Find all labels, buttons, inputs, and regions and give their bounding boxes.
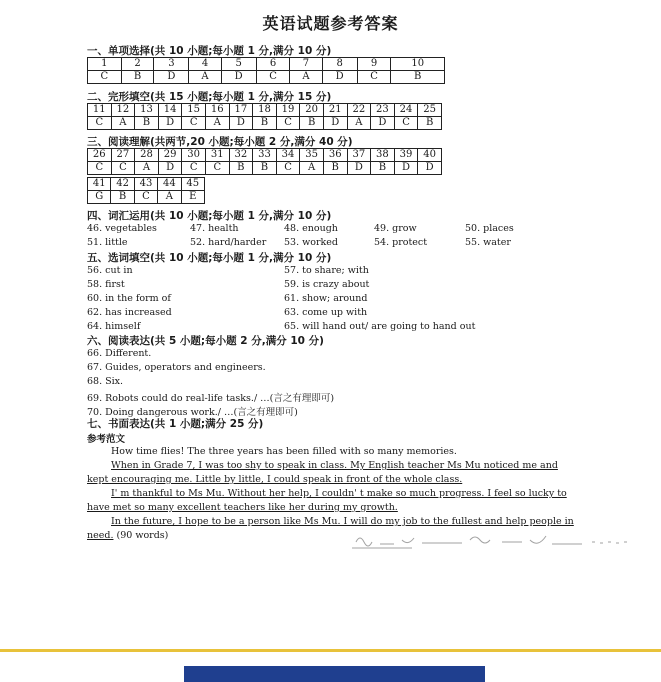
question-number-cell: 33 [253,149,277,162]
question-number-cell: 18 [253,104,277,117]
answer-cell: C [276,162,300,175]
phrase-item: 57. to share; with [284,265,369,276]
answer-cell: D [322,71,357,84]
section2-answer-table [87,103,442,130]
answer-cell: D [158,162,182,175]
sample-essay-label: 参考范文 [87,434,126,445]
answer-cell: C [357,71,391,84]
question-number-cell: 23 [371,104,395,117]
answer-cell: B [418,117,442,130]
answer-cell: B [111,191,134,204]
question-number-cell: 3 [154,58,189,71]
vocab-item: 54. protect [374,237,428,248]
answer-cell: D [158,117,182,130]
question-number-cell: 42 [111,178,134,191]
answer-cell: C [88,71,122,84]
question-number-cell: 22 [347,104,371,117]
section3-answer-table [87,148,442,175]
answer-cell: D [371,117,395,130]
bottom-nav-bar[interactable] [184,666,485,682]
word-count: (90 words) [116,530,169,541]
answer-cell: B [323,162,347,175]
essay-paragraph: When in Grade 7, I was too shy to speak in class. My English teacher Ms Mu noticed me and kept encouraging me. Little by little, I could speak in front of the whole class. [87,460,558,485]
reading-answer: 69. Robots could do real-life tasks./ …(言之有理即可) [87,393,335,404]
question-number-cell: 44 [158,178,181,191]
question-number-cell: 45 [181,178,204,191]
answer-cell: C [182,162,206,175]
answer-cell: D [418,162,442,175]
answer-cell: B [371,162,395,175]
phrase-item: 64. himself [87,321,141,332]
answer-cell: D [323,117,347,130]
question-number-cell: 4 [189,58,221,71]
phrase-item: 62. has increased [87,307,172,318]
question-number-cell: 36 [323,149,347,162]
answer-cell: C [134,191,157,204]
question-number-cell: 29 [158,149,182,162]
vocab-item: 50. places [465,223,514,234]
question-number-cell: 39 [394,149,418,162]
question-number-row [88,58,445,71]
question-number-cell: 21 [323,104,347,117]
answer-cell: B [300,117,324,130]
question-number-row [88,104,442,117]
question-number-cell: 20 [300,104,324,117]
page-title: 英语试题参考答案 [262,14,399,33]
answer-cell: B [229,162,253,175]
vocab-item: 46. vegetables [87,223,157,234]
answer-cell: D [394,162,418,175]
answer-cell: A [111,117,135,130]
answer-cell: C [276,117,300,130]
question-number-cell: 31 [205,149,229,162]
question-number-cell: 8 [322,58,357,71]
section6-heading: 六、阅读表达(共 5 小题;每小题 2 分,满分 10 分) [87,335,324,347]
question-number-cell: 13 [135,104,159,117]
gold-divider-line [0,649,661,652]
question-number-cell: 5 [221,58,256,71]
vocab-item: 49. grow [374,223,417,234]
question-number-cell: 30 [182,149,206,162]
vocab-item: 48. enough [284,223,338,234]
phrase-item: 59. is crazy about [284,279,370,290]
question-number-cell: 2 [121,58,154,71]
question-number-cell: 26 [88,149,112,162]
phrase-item: 65. will hand out/ are going to hand out [284,321,476,332]
phrase-item: 63. come up with [284,307,368,318]
essay-paragraph: I' m thankful to Ms Mu. Without her help, I couldn' t make so much progress. I feel so lucky to have met so many excellent teachers like her during my growth. [87,488,567,513]
answer-cell: A [189,71,221,84]
question-number-row [88,178,205,191]
answer-row [88,191,205,204]
section1-heading: 一、单项选择(共 10 小题;每小题 1 分,满分 10 分) [87,45,332,57]
question-number-cell: 37 [347,149,371,162]
answer-cell: D [347,162,371,175]
question-number-cell: 32 [229,149,253,162]
reading-answer: 68. Six. [87,376,124,387]
answer-cell: B [253,117,277,130]
vocab-item: 55. water [465,237,511,248]
question-number-cell: 12 [111,104,135,117]
question-number-cell: 17 [229,104,253,117]
question-number-cell: 28 [135,149,159,162]
answer-row [88,117,442,130]
answer-cell: C [182,117,206,130]
question-number-cell: 11 [88,104,112,117]
answer-cell: E [181,191,204,204]
question-number-cell: 10 [391,58,445,71]
essay-paragraph: How time flies! The three years has been filled with so many memories. [111,446,457,457]
answer-row [88,71,445,84]
question-number-cell: 40 [418,149,442,162]
question-number-cell: 35 [300,149,324,162]
answer-cell: D [154,71,189,84]
handwriting-scribble [352,528,642,550]
phrase-item: 61. show; around [284,293,368,304]
question-number-cell: 16 [205,104,229,117]
question-number-cell: 38 [371,149,395,162]
answer-cell: A [290,71,322,84]
vocab-item: 52. hard/harder [190,237,267,248]
answer-cell: C [394,117,418,130]
answer-cell: D [229,117,253,130]
reading-answer: 70. Doing dangerous work./ …(言之有理即可) [87,407,298,418]
answer-cell: G [88,191,111,204]
answer-cell: C [256,71,290,84]
reading-answer: 66. Different. [87,348,152,359]
answer-cell: A [205,117,229,130]
vocab-item: 51. little [87,237,128,248]
essay-paragraph: In the future, I hope to be a person like Ms Mu. I will do my job to the fullest and help people in need. (90 words) [87,516,574,541]
phrase-item: 58. first [87,279,125,290]
answer-cell: A [158,191,181,204]
phrase-item: 56. cut in [87,265,133,276]
answer-cell: A [347,117,371,130]
answer-cell: A [300,162,324,175]
question-number-cell: 41 [88,178,111,191]
answer-cell: D [221,71,256,84]
question-number-cell: 1 [88,58,122,71]
section7-heading: 七、书面表达(共 1 小题;满分 25 分) [87,418,264,430]
section5-heading: 五、选词填空(共 10 小题;每小题 1 分,满分 10 分) [87,252,332,264]
answer-cell: B [121,71,154,84]
answer-cell: B [135,117,159,130]
answer-cell: C [205,162,229,175]
question-number-cell: 15 [182,104,206,117]
question-number-cell: 43 [134,178,157,191]
answer-cell: B [253,162,277,175]
question-number-cell: 7 [290,58,322,71]
question-number-cell: 6 [256,58,290,71]
answer-cell: B [391,71,445,84]
question-number-cell: 19 [276,104,300,117]
question-number-cell: 9 [357,58,391,71]
question-number-cell: 34 [276,149,300,162]
section3-answer-table-2 [87,177,205,204]
question-number-cell: 25 [418,104,442,117]
vocab-item: 47. health [190,223,239,234]
answer-cell: C [88,162,112,175]
section3-heading: 三、阅读理解(共两节,20 小题;每小题 2 分,满分 40 分) [87,136,353,148]
section4-heading: 四、词汇运用(共 10 小题;每小题 1 分,满分 10 分) [87,210,332,222]
answer-cell: C [88,117,112,130]
question-number-cell: 14 [158,104,182,117]
answer-cell: C [111,162,135,175]
reading-answer: 67. Guides, operators and engineers. [87,362,266,373]
question-number-cell: 24 [394,104,418,117]
section1-answer-table [87,57,445,84]
answer-row [88,162,442,175]
answer-cell: A [135,162,159,175]
vocab-item: 53. worked [284,237,338,248]
question-number-row [88,149,442,162]
phrase-item: 60. in the form of [87,293,171,304]
question-number-cell: 27 [111,149,135,162]
section2-heading: 二、完形填空(共 15 小题;每小题 1 分,满分 15 分) [87,91,332,103]
